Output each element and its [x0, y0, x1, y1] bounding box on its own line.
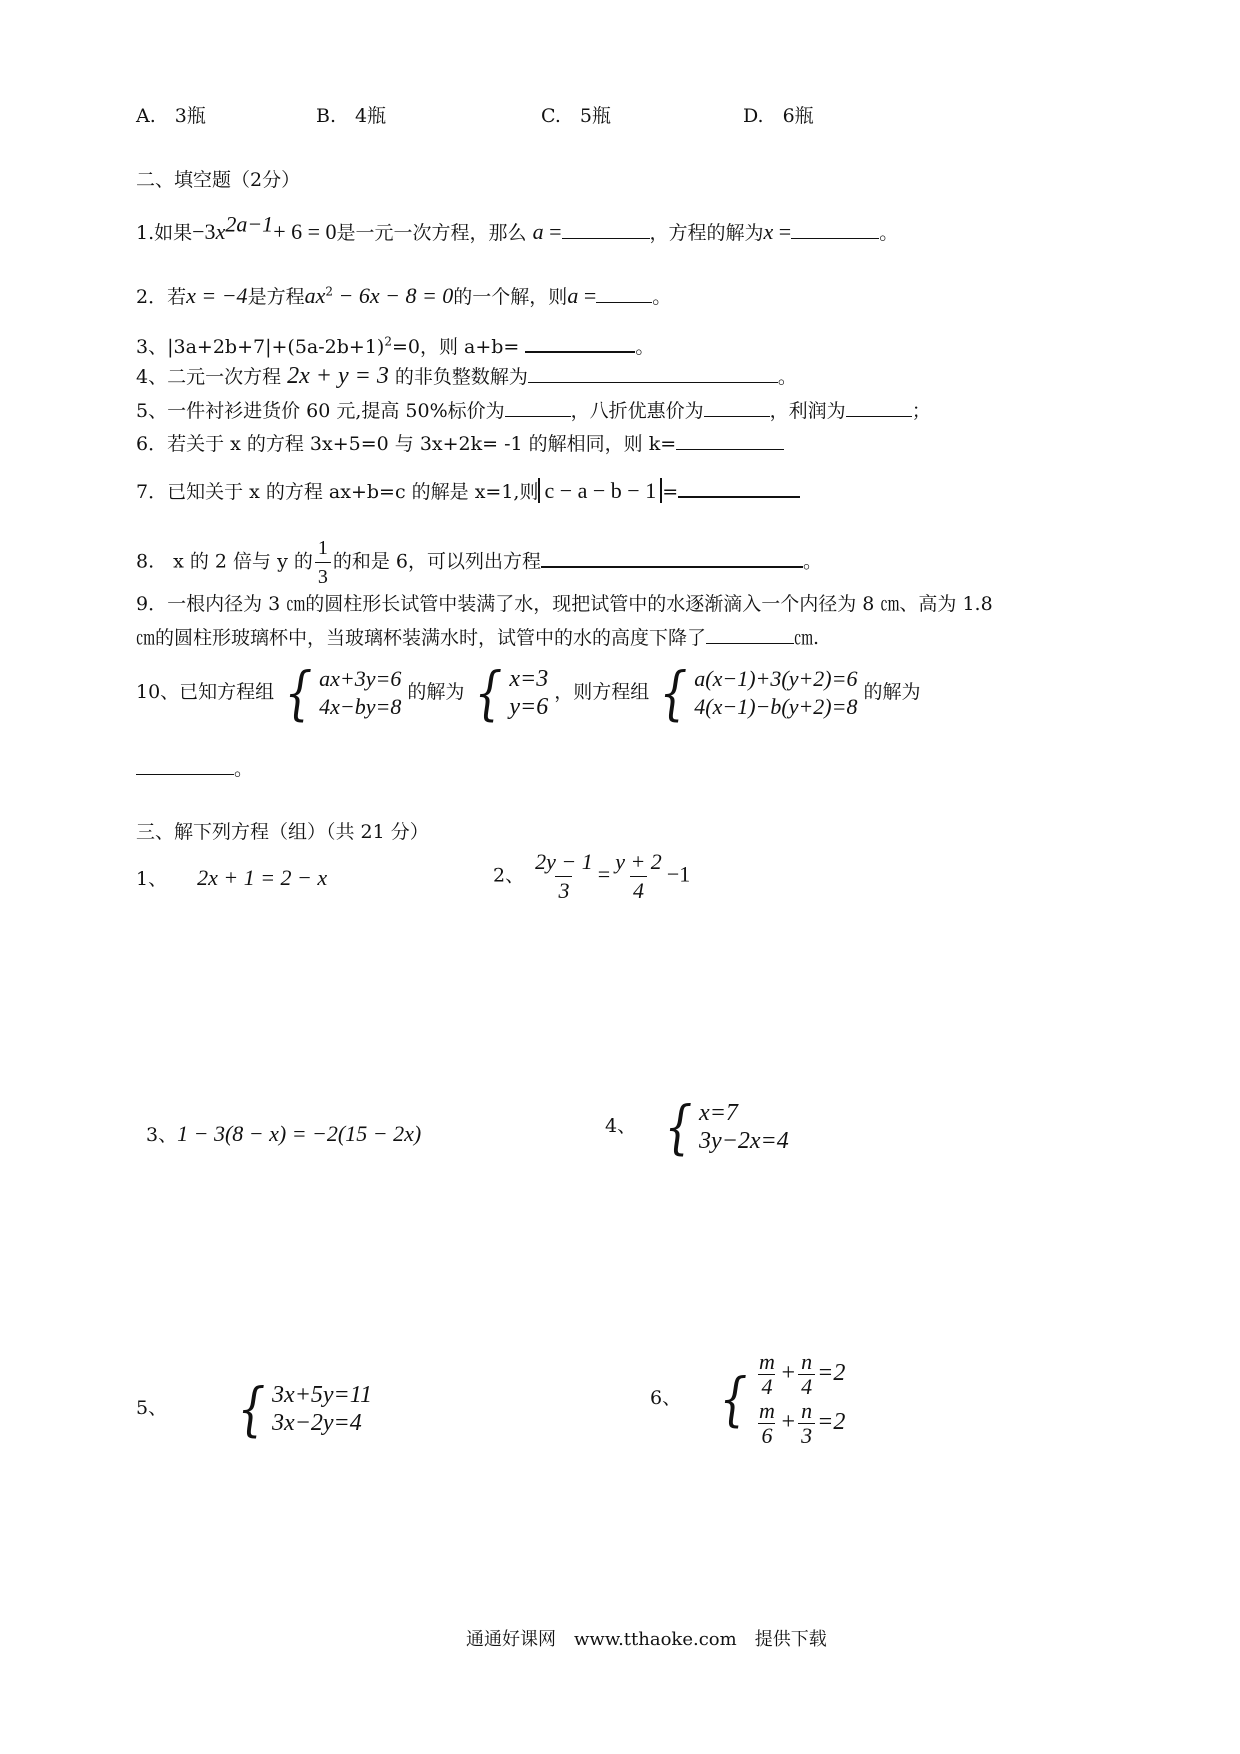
section-heading-fill-blank: 二、填空题（2分）: [136, 169, 301, 191]
question-8: 8. x 的 2 倍与 y 的 $\frac{1}{3}$ 的和是 6，可以列出方程 。: [136, 534, 822, 591]
equation-system-solution: { x=3 y=6: [475, 659, 549, 727]
problem-2: 2、 $\frac{2y - 1}{3}$ = $\frac{y + 2}{4}$ −1: [493, 849, 691, 903]
choice-d: D. 6瓶: [743, 105, 814, 127]
choice-a: A. 3瓶: [136, 105, 206, 127]
choice-c: C. 5瓶: [541, 105, 611, 127]
equation-system-given: { ax+3y=6 4x−by=8: [284, 659, 402, 727]
section-heading-solve: 三、解下列方程（组）（共 21 分）: [136, 821, 429, 843]
problem-6: 6、 { $\frac{m}{4}$ + $\frac{n}{4}$ =2 $\frac{m}{6}$ + $\frac{n}{3}$ =2: [650, 1349, 846, 1448]
footer-credit: 通通好课网 www.tthaoke.com 提供下载: [466, 1629, 827, 1650]
problem-5: 5、 { 3x+5y=11 3x−2y=4: [136, 1375, 372, 1443]
question-2: 2．若x = −4是方程$ax^2 - 6x - 8 = 0$的一个解，则a = 。: [136, 283, 672, 308]
question-9-line-2: ㎝的圆柱形玻璃杯中，当玻璃杯装满水时，试管中的水的高度下降了 ㎝.: [136, 627, 820, 649]
problem-3: 3、1 − 3(8 − x) = −2(15 − 2x): [146, 1121, 422, 1146]
question-6: 6．若关于 x 的方程 3x+5=0 与 3x+2k= -1 的解相同，则 k=: [136, 431, 784, 456]
equation-system-new: { a(x−1)+3(y+2)=6 4(x−1)−b(y+2)=8: [659, 659, 858, 727]
question-1: 1.如果$-3x^{2a-1}+ 6 = 0$是一元一次方程，那么 a = ，方程的解为x = 。: [136, 211, 899, 244]
question-10-answer: 。: [136, 756, 253, 781]
question-4: 4、二元一次方程 2x + y = 3 的非负整数解为 。: [136, 363, 797, 389]
question-10: 10、已知方程组 { ax+3y=6 4x−by=8 的解为 { x=3 y=6 ，则方程组 { a(x−1)+3(y+2)=6 4(x−1)−b(y+2)=8 的解为: [136, 659, 921, 727]
problem-4: 4、 { x=7 3y−2x=4: [605, 1093, 789, 1161]
question-9-line-1: 9．一根内径为 3 ㎝的圆柱形长试管中装满了水，现把试管中的水逐渐滴入一个内径为 8 ㎝、高为 1.8: [136, 593, 993, 615]
problem-1: 1、 2x + 1 = 2 − x: [136, 865, 328, 890]
question-7: 7．已知关于 x 的方程 ax+b=c 的解是 x=1,则 c − a − b − 1 =: [136, 478, 800, 504]
choice-b: B. 4瓶: [316, 105, 387, 127]
question-5: 5、一件衬衫进货价 60 元,提高 50%标价为 ，八折优惠价为 ，利润为 ；: [136, 400, 931, 422]
question-3: 3、$|3a+2b+7|+(5a-2b+1)^2=0$，则 a+b= 。: [136, 334, 655, 358]
